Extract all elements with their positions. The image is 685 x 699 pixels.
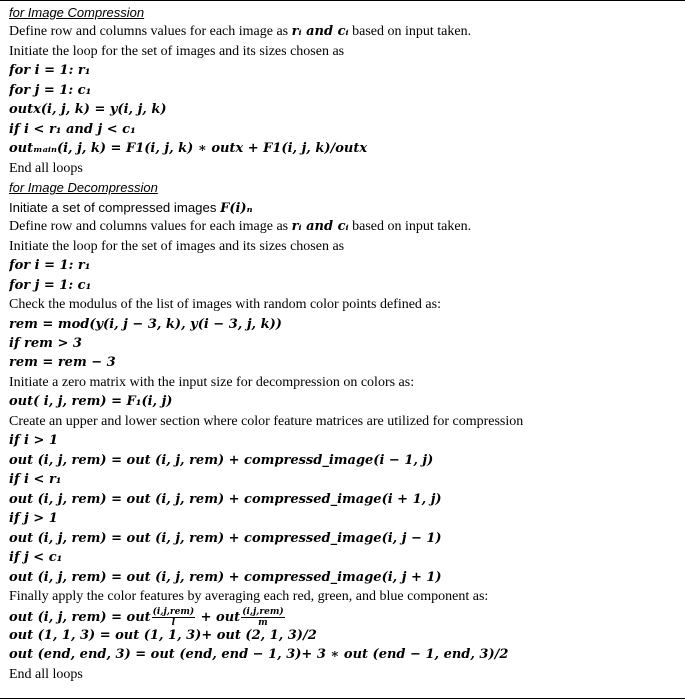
text-line	[9, 22, 685, 41]
formula-lhs: out (i, j, rem) = out	[9, 609, 151, 625]
text-segment: based on input taken.	[348, 24, 472, 40]
math-expression: F(i)ₙ	[220, 200, 253, 216]
math-expression: if i < r₁ and j < c₁	[9, 121, 136, 137]
text-line	[9, 159, 685, 178]
text-segment: Create an upper and lower section where color feature matrices are utilized for compression	[9, 413, 524, 429]
math-expression: out (i, j, rem) = out (i, j, rem) + compressd_image(i − 1, j)	[9, 452, 434, 468]
text-segment: End all loops	[9, 160, 83, 176]
text-line	[9, 198, 685, 217]
text-segment: based on input taken.	[348, 219, 472, 235]
text-segment: Initiate the loop for the set of images and its sizes chosen as	[9, 43, 345, 59]
math-expression: outₘₐᵢₙ(i, j, k) = F1(i, j, k) ∗ outx + F1(i, j, k)/outx	[9, 141, 368, 157]
formula-line	[9, 81, 685, 100]
math-expression: out (1, 1, 3) = out (1, 1, 3)	[9, 628, 202, 643]
formula-line	[9, 334, 685, 353]
math-expression: for i = 1: r₁	[9, 63, 91, 79]
math-expression: rem = mod(y(i, j − 3, k), y(i − 3, j, k))	[9, 316, 282, 332]
text-line	[9, 665, 685, 684]
formula-line	[9, 490, 685, 509]
section-heading: for Image Decompression	[9, 180, 158, 196]
formula-line	[9, 509, 685, 528]
text-segment: +	[201, 628, 217, 643]
formula-line	[9, 256, 685, 275]
math-expression: if rem > 3	[9, 335, 82, 351]
formula-line	[9, 315, 685, 334]
text-segment: Initiate a set of compressed images	[9, 199, 221, 215]
text-line	[9, 217, 685, 236]
final-formula-lines	[9, 626, 685, 684]
compression-section	[9, 3, 685, 178]
math-expression: out (i, j, rem) = out (i, j, rem) + compressed_image(i, j + 1)	[9, 569, 442, 585]
fraction-2-numerator: (i,j,rem)	[242, 606, 284, 617]
math-expression: rᵢ and cᵢ	[291, 219, 349, 235]
math-expression: for i = 1: r₁	[9, 258, 91, 274]
formula-line	[9, 548, 685, 567]
formula-line	[9, 451, 685, 470]
text-segment: Define row and columns values for each image as	[9, 24, 292, 40]
math-expression: outx(i, j, k) = y(i, j, k)	[9, 102, 167, 118]
text-segment: Finally apply the color features by averaging each red, green, and blue component as:	[9, 589, 489, 605]
text-line	[9, 373, 685, 392]
math-expression: if i > 1	[9, 433, 58, 449]
text-line	[9, 587, 685, 606]
formula-line	[9, 470, 685, 489]
math-expression: for j = 1: c₁	[9, 277, 92, 293]
fraction-2	[241, 607, 284, 626]
fraction-1-denominator: l	[171, 617, 176, 626]
formula-line	[9, 276, 685, 295]
math-expression: out (2, 1, 3)/2	[216, 628, 317, 643]
formula-line	[9, 61, 685, 80]
text-segment: Check the modulus of the list of images with random color points defined as:	[9, 297, 441, 313]
fraction-1-numerator: (i,j,rem)	[152, 606, 195, 617]
formula-line	[9, 645, 685, 664]
formula-line	[9, 120, 685, 139]
text-segment: Initiate a zero matrix with the input size for decompression on colors as:	[9, 374, 415, 390]
math-expression: rᵢ and cᵢ	[291, 24, 349, 40]
fraction-2-denominator: m	[258, 617, 268, 626]
math-expression: out( i, j, rem) = F₁(i, j)	[9, 394, 173, 410]
text-segment: Define row and columns values for each image as	[9, 219, 292, 235]
text-segment: + 3 ∗	[301, 647, 344, 663]
formula-line	[9, 100, 685, 119]
formula-line	[9, 626, 685, 645]
fraction-1	[152, 607, 195, 626]
text-line	[9, 295, 685, 314]
text-line	[9, 42, 685, 61]
text-segment: Initiate the loop for the set of images and its sizes chosen as	[9, 238, 345, 254]
section-heading: for Image Compression	[9, 5, 145, 20]
formula-plus: + out	[196, 609, 241, 625]
math-expression: if j < c₁	[9, 550, 63, 566]
formula-line	[9, 139, 685, 158]
formula-line	[9, 431, 685, 450]
math-expression: out (i, j, rem) = out (i, j, rem) + compressed_image(i + 1, j)	[9, 491, 442, 507]
formula-line	[9, 392, 685, 411]
text-line	[9, 412, 685, 431]
math-expression: rem = rem − 3	[9, 355, 116, 371]
math-expression: out (end − 1, end, 3)/2	[343, 647, 509, 663]
formula-line	[9, 529, 685, 548]
formula-line	[9, 353, 685, 372]
math-expression: if i < r₁	[9, 472, 62, 488]
text-line	[9, 237, 685, 256]
math-expression: if j > 1	[9, 511, 58, 527]
math-expression: out (i, j, rem) = out (i, j, rem) + compressed_image(i, j − 1)	[9, 530, 442, 546]
formula-line	[9, 568, 685, 587]
decompression-section	[9, 178, 685, 606]
text-segment: End all loops	[9, 666, 83, 682]
averaging-formula-line	[9, 607, 685, 626]
math-expression: out (end, end, 3) = out (end, end − 1, 3)	[9, 647, 302, 663]
math-expression: for j = 1: c₁	[9, 82, 92, 98]
